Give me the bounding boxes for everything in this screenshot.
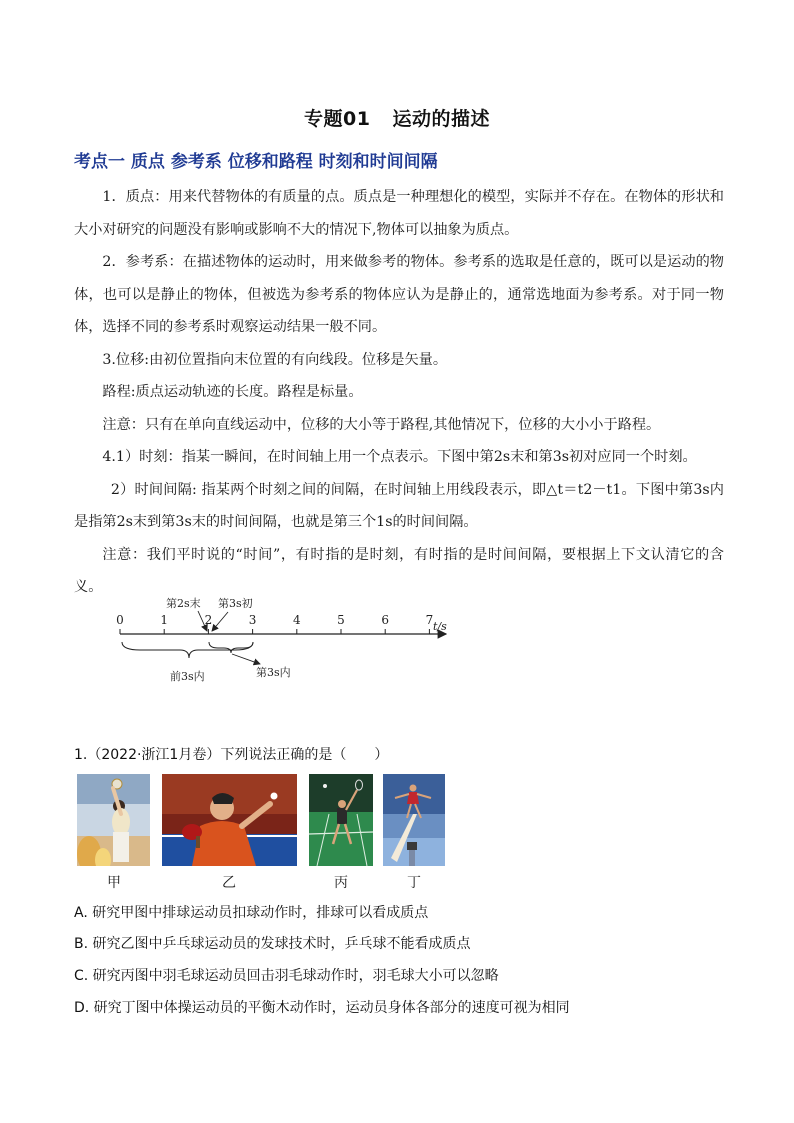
paragraph-note-displacement: 注意：只有在单向直线运动中，位移的大小等于路程,其他情况下，位移的大小小于路程。 [102,416,661,433]
tick-group [116,613,433,634]
photo-badminton [309,774,373,866]
option-d: D. 研究丁图中体操运动员的平衡木动作时，运动员身体各部分的速度可视为相同 [74,1000,570,1016]
tick-label: 1 [160,613,169,627]
paragraph-time-interval: 2）时间间隔: 指某两个时刻之间的间隔，在时间轴上用线段表示，即△t＝t2－t1。下图中第3s内是指第2s末到第3s末的时间间隔，也就是第三个1s的时间间隔。 [74,481,724,530]
tick-label: 5 [337,613,345,627]
tick-label: 0 [116,613,124,627]
title-name: 运动的描述 [392,108,490,130]
question-stem: 1.（2022·浙江1月卷）下列说法正确的是（ ） [74,747,389,763]
option-b: B. 研究乙图中乒乓球运动员的发球技术时，乒乓球不能看成质点 [74,936,471,952]
paragraph-note-time: 注意：我们平时说的“时间”，有时指的是时刻，有时指的是时间间隔，要根据上下文认清它的含义。 [74,546,724,595]
arrow-start-3s [212,612,228,631]
paragraph-point-mass: 1．质点：用来代替物体的有质量的点。质点是一种理想化的模型，实际并不存在。在物体的形状和大小对研究的问题没有影响或影响不大的情况下,物体可以抽象为质点。 [74,189,724,238]
body-text [74,181,724,604]
tick-label: 2 [204,613,213,627]
photo-label-jia: 甲 [107,875,121,891]
paragraph-moment: 4.1）时刻：指某一瞬间，在时间轴上用一个点表示。下图中第2s末和第3s初对应同一个时刻。 [102,449,697,465]
paragraph-distance: 路程:质点运动轨迹的长度。路程是标量。 [102,384,363,400]
arrow-third-s [232,654,260,664]
timeline-diagram [110,586,460,691]
label-third-s: 第3s内 [256,666,291,679]
label-first-3s: 前3s内 [170,670,205,683]
photo-balance-beam [383,774,445,866]
photo-table-tennis [162,774,297,866]
title-prefix: 专题01 [304,108,371,130]
brace-first-3s [122,642,253,658]
label-end-2s: 第2s末 [166,597,201,610]
tick-label: 3 [248,613,257,627]
tick-label: 4 [292,613,301,627]
brace-third-s [209,642,253,653]
section-heading: 考点一 质点 参考系 位移和路程 时刻和时间间隔 [74,152,438,172]
paragraph-displacement: 3.位移:由初位置指向末位置的有向线段。位移是矢量。 [102,351,448,368]
photo-volleyball [77,774,150,866]
photo-label-bing: 丙 [334,875,348,891]
tick-label: 6 [381,613,390,627]
photo-label-ding: 丁 [407,875,421,891]
axis-label: t/s [433,620,447,633]
tick-label: 7 [425,613,434,627]
option-a: A. 研究甲图中排球运动员扣球动作时，排球可以看成质点 [74,905,429,921]
photo-label-yi: 乙 [222,875,236,891]
option-c: C. 研究丙图中羽毛球运动员回击羽毛球动作时，羽毛球大小可以忽略 [74,968,499,984]
label-start-3s: 第3s初 [218,597,253,610]
page-title [0,104,794,131]
timeline-svg [110,586,460,691]
paragraph-reference-frame: 2．参考系：在描述物体的运动时，用来做参考的物体。参考系的选取是任意的，既可以是运动的物体，也可以是静止的物体，但被选为参考系的物体应认为是静止的，通常选地面为参考系。对于同一物体，选择不同的参考系时观察运动结果一般不同。 [74,254,724,335]
